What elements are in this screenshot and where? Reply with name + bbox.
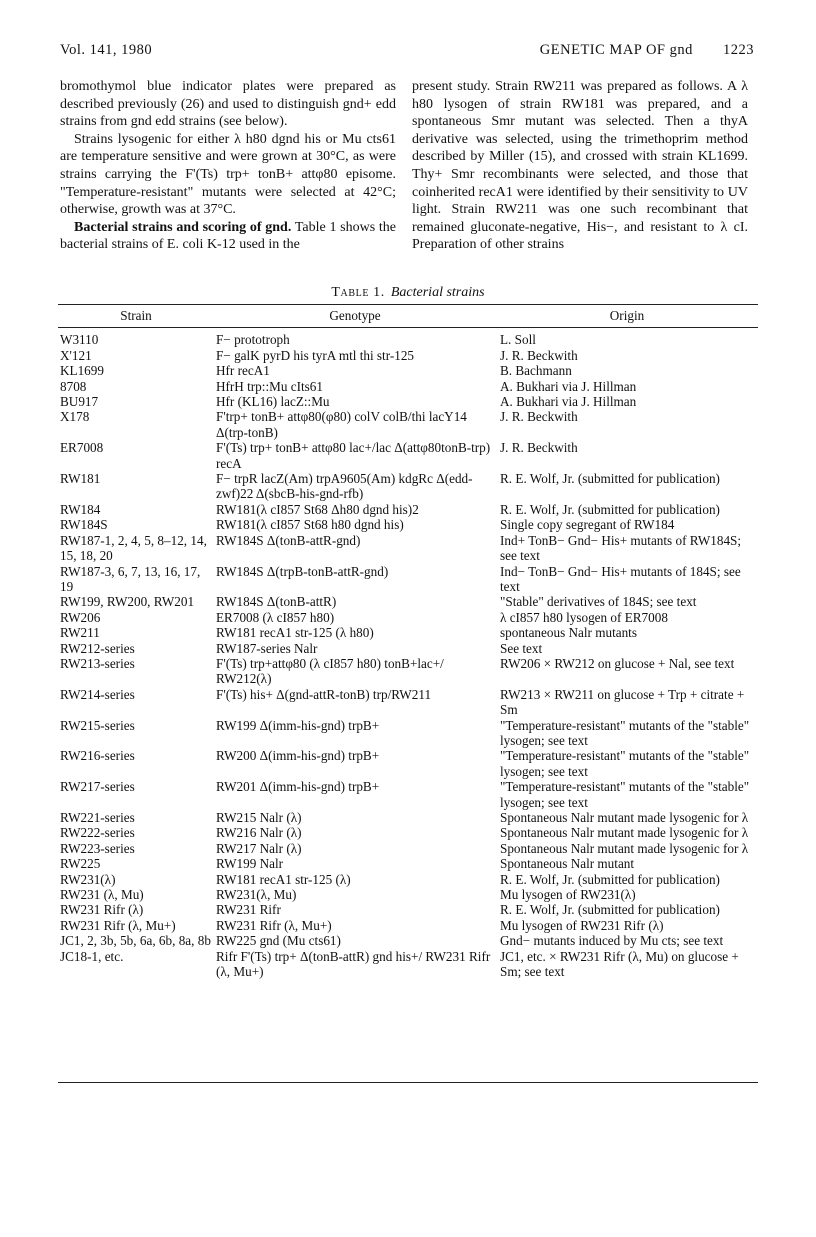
table-row [58,517,758,532]
table-row [58,610,758,625]
origin-cell: A. Bukhari via J. Hillman [500,378,637,394]
origin-cell: L. Soll [500,332,536,348]
left-paragraph-2: Strains lysogenic for either λ h80 dgnd his or Mu cts61 are temperature sensitive and were grown at 30°C, as were strains carrying the F'(Ts) trp+ tonB+ attφ80 episome. "Temperature-resistant" mutants were selected at 42°C; otherwise, growth was at 37°C. [60,131,396,218]
origin-cell: Spontaneous Nalr mutant made lysogenic for λ [500,825,749,841]
genotype-cell: RW199 Δ(imm-his-gnd) trpB+ [216,717,380,733]
genotype-cell: RW184S Δ(trpB-tonB-attR-gnd) [216,563,389,579]
genotype-cell: RW231 Rifr [216,902,281,918]
strain-cell: RW216-series [60,748,135,764]
table-row [58,471,758,502]
table-row [58,348,758,363]
genotype-cell: RW181 recA1 str-125 (λ h80) [216,625,374,641]
genotype-cell: RW216 Nalr (λ) [216,825,302,841]
table-label: Table 1. [331,285,385,300]
table-row [58,328,758,348]
origin-cell: Ind+ TonB− Gnd− His+ mutants of RW184S; see text [500,532,742,564]
genotype-cell: RW181(λ cI857 St68 Δh80 dgnd his)2 [216,501,419,517]
table-caption [0,285,816,301]
body-text [60,78,756,278]
genotype-cell: RW187-series Nalr [216,640,318,656]
table-row [58,887,758,902]
strain-cell: RW199, RW200, RW201 [60,594,195,610]
table-row [58,872,758,887]
origin-cell: Spontaneous Nalr mutant made lysogenic for λ [500,840,749,856]
page-number: 1223 [723,42,754,58]
origin-cell: See text [500,640,543,656]
table-row [58,810,758,825]
strain-cell: RW231 Rifr (λ, Mu+) [60,917,176,933]
right-paragraph-1: present study. Strain RW211 was prepared as follows. A λ h80 lysogen of strain RW181 was prepared, and a spontaneous Smr mutant was selected. Then a thyA derivative was selected, using the trimethoprim method described by Miller (15), and crossed with strain KL1699. Thy+ Smr recombinants were selected, and those that coinherited recA1 were identified by their sensitivity to UV light. Strain RW211 was one such recombinant that remained gluconate-negative, His−, and resistant to λ cI. Preparation of other strains [412,79,748,253]
strain-cell: X'121 [60,347,92,363]
origin-cell: RW213 × RW211 on glucose + Trp + citrate + Sm [500,686,745,718]
origin-cell: Mu lysogen of RW231 Rifr (λ) [500,917,664,933]
strain-cell: KL1699 [60,363,104,379]
strain-cell: RW231 (λ, Mu) [60,887,144,903]
table-row [58,379,758,394]
table-row [58,440,758,471]
column-header-strain: Strain [58,305,214,328]
genotype-cell: RW231(λ, Mu) [216,887,297,903]
origin-cell: "Temperature-resistant" mutants of the "stable" lysogen; see text [500,779,750,810]
strain-cell: RW211 [60,625,100,641]
origin-cell: spontaneous Nalr mutants [500,625,637,641]
strain-cell: RW225 [60,856,101,872]
genotype-cell: F'(Ts) trp+ tonB+ attφ80 lac+/lac Δ(attφ80tonB-trp) recA [216,440,491,471]
strain-cell: RW206 [60,609,101,625]
origin-cell: Spontaneous Nalr mutant made lysogenic for λ [500,810,749,825]
strain-cell: 8708 [60,378,87,394]
journal-volume: Vol. 141, 1980 [60,42,153,58]
origin-cell: Gnd− mutants induced by Mu cts; see text [500,933,724,949]
origin-cell: R. E. Wolf, Jr. (submitted for publication) [500,501,720,517]
origin-cell: J. R. Beckwith [500,440,578,456]
origin-cell: J. R. Beckwith [500,347,578,363]
origin-cell: "Stable" derivatives of 184S; see text [500,594,697,610]
table-row [58,949,758,980]
table-body [58,328,758,980]
origin-cell: B. Bachmann [500,363,572,379]
genotype-cell: RW225 gnd (Mu cts61) [216,933,341,949]
genotype-cell: HfrH trp::Mu cIts61 [216,378,323,394]
origin-cell: R. E. Wolf, Jr. (submitted for publication) [500,471,720,487]
table-caption-text: Bacterial strains [390,285,485,300]
table-row [58,625,758,640]
genotype-cell: RW231 Rifr (λ, Mu+) [216,917,332,933]
genotype-cell: F'(Ts) his+ Δ(gnd-attR-tonB) trp/RW211 [216,686,432,702]
column-header-genotype: Genotype [214,305,496,328]
bacterial-strains-table [58,304,758,979]
genotype-cell: RW217 Nalr (λ) [216,840,302,856]
genotype-cell: F'trp+ tonB+ attφ80(φ80) colV colB/thi lacY14 Δ(trp-tonB) [216,409,467,440]
strain-cell: RW221-series [60,810,135,825]
strain-cell: W3110 [60,332,99,348]
strain-cell: RW184 [60,501,101,517]
table-row [58,825,758,840]
strain-cell: RW184S [60,517,108,533]
genotype-cell: RW181 recA1 str-125 (λ) [216,871,351,887]
genotype-cell: F− trpR lacZ(Am) trpA9605(Am) kdgRc Δ(edd-zwf)22 Δ(sbcB-his-gnd-rfb) [216,471,473,502]
strain-cell: RW212-series [60,640,135,656]
running-title: GENETIC MAP OF gnd [539,42,693,58]
strain-cell: X178 [60,409,90,425]
genotype-cell: RW184S Δ(tonB-attR) [216,594,337,610]
table-header-row [58,305,758,328]
genotype-cell: Hfr (KL16) lacZ::Mu [216,394,330,410]
table-row [58,856,758,871]
table-row [58,687,758,718]
strain-cell: ER7008 [60,440,104,456]
left-paragraph-1: bromothymol blue indicator plates were prepared as described previously (26) and used to distinguish gnd+ edd strains from gnd edd strains (see below). [60,79,396,130]
genotype-cell: F− galK pyrD his tyrA mtl thi str-125 [216,347,415,363]
strain-cell: RW214-series [60,686,135,702]
genotype-cell: Hfr recA1 [216,363,270,379]
origin-cell: "Temperature-resistant" mutants of the "stable" lysogen; see text [500,748,750,779]
origin-cell: J. R. Beckwith [500,409,578,425]
strain-cell: JC18-1, etc. [60,948,124,964]
strain-cell: RW222-series [60,825,135,841]
genotype-cell: RW201 Δ(imm-his-gnd) trpB+ [216,779,380,795]
table-row [58,594,758,609]
table-row [58,656,758,687]
genotype-cell: Rifr F'(Ts) trp+ Δ(tonB-attR) gnd his+/ RW231 Rifr (λ, Mu+) [216,948,491,980]
strain-cell: RW187-3, 6, 7, 13, 16, 17, 19 [60,563,201,594]
origin-cell: λ cI857 h80 lysogen of ER7008 [500,609,668,625]
table-row [58,502,758,517]
origin-cell: Mu lysogen of RW231(λ) [500,887,636,903]
table-row [58,363,758,378]
left-paragraph-3 [60,219,396,254]
strain-cell: RW217-series [60,779,135,795]
genotype-cell: RW181(λ cI857 St68 h80 dgnd his) [216,517,404,533]
origin-cell: "Temperature-resistant" mutants of the "stable" lysogen; see text [500,717,750,748]
genotype-cell: RW200 Δ(imm-his-gnd) trpB+ [216,748,380,764]
origin-cell: R. E. Wolf, Jr. (submitted for publication) [500,871,720,887]
section-run-in-heading: Bacterial strains and scoring of gnd. [74,219,292,235]
table-row [58,718,758,749]
strain-cell: RW231 Rifr (λ) [60,902,144,918]
table-row [58,933,758,948]
genotype-cell: RW215 Nalr (λ) [216,810,302,825]
strain-cell: RW213-series [60,655,135,671]
strain-cell: RW181 [60,471,101,487]
strain-cell: RW215-series [60,717,135,733]
strain-cell: RW187-1, 2, 4, 5, 8–12, 14, 15, 18, 20 [60,532,207,564]
table-row [58,533,758,564]
table-row [58,641,758,656]
origin-cell: Ind− TonB− Gnd− His+ mutants of 184S; see text [500,563,741,594]
origin-cell: RW206 × RW212 on glucose + Nal, see text [500,655,735,671]
table-row [58,748,758,779]
left-column [60,78,396,254]
table-row [58,779,758,810]
page-header [60,42,754,62]
strain-cell: RW231(λ) [60,871,116,887]
genotype-cell: F'(Ts) trp+attφ80 (λ cI857 h80) tonB+lac+/ RW212(λ) [216,655,444,687]
genotype-cell: F− prototroph [216,332,290,348]
table-row [58,409,758,440]
table-row [58,902,758,917]
table-row [58,841,758,856]
column-header-origin: Origin [496,305,758,328]
genotype-cell: ER7008 (λ cI857 h80) [216,609,335,625]
section-text: Table 1 shows the bacterial strains of E. coli K-12 used in the [60,219,397,253]
origin-cell: Spontaneous Nalr mutant [500,856,635,872]
origin-cell: R. E. Wolf, Jr. (submitted for publication) [500,902,720,918]
strain-cell: BU917 [60,394,99,410]
table-bottom-rule [58,1082,758,1083]
origin-cell: JC1, etc. × RW231 Rifr (λ, Mu) on glucose + Sm; see text [500,948,739,980]
genotype-cell: RW184S Δ(tonB-attR-gnd) [216,532,361,548]
origin-cell: A. Bukhari via J. Hillman [500,394,637,410]
right-column [412,78,748,254]
strain-cell: JC1, 2, 3b, 5b, 6a, 6b, 8a, 8b [60,933,211,949]
table-row [58,564,758,595]
running-head [540,42,754,59]
genotype-cell: RW199 Nalr [216,856,284,872]
table-row [58,394,758,409]
origin-cell: Single copy segregant of RW184 [500,517,675,533]
table-row [58,918,758,933]
strain-cell: RW223-series [60,840,135,856]
